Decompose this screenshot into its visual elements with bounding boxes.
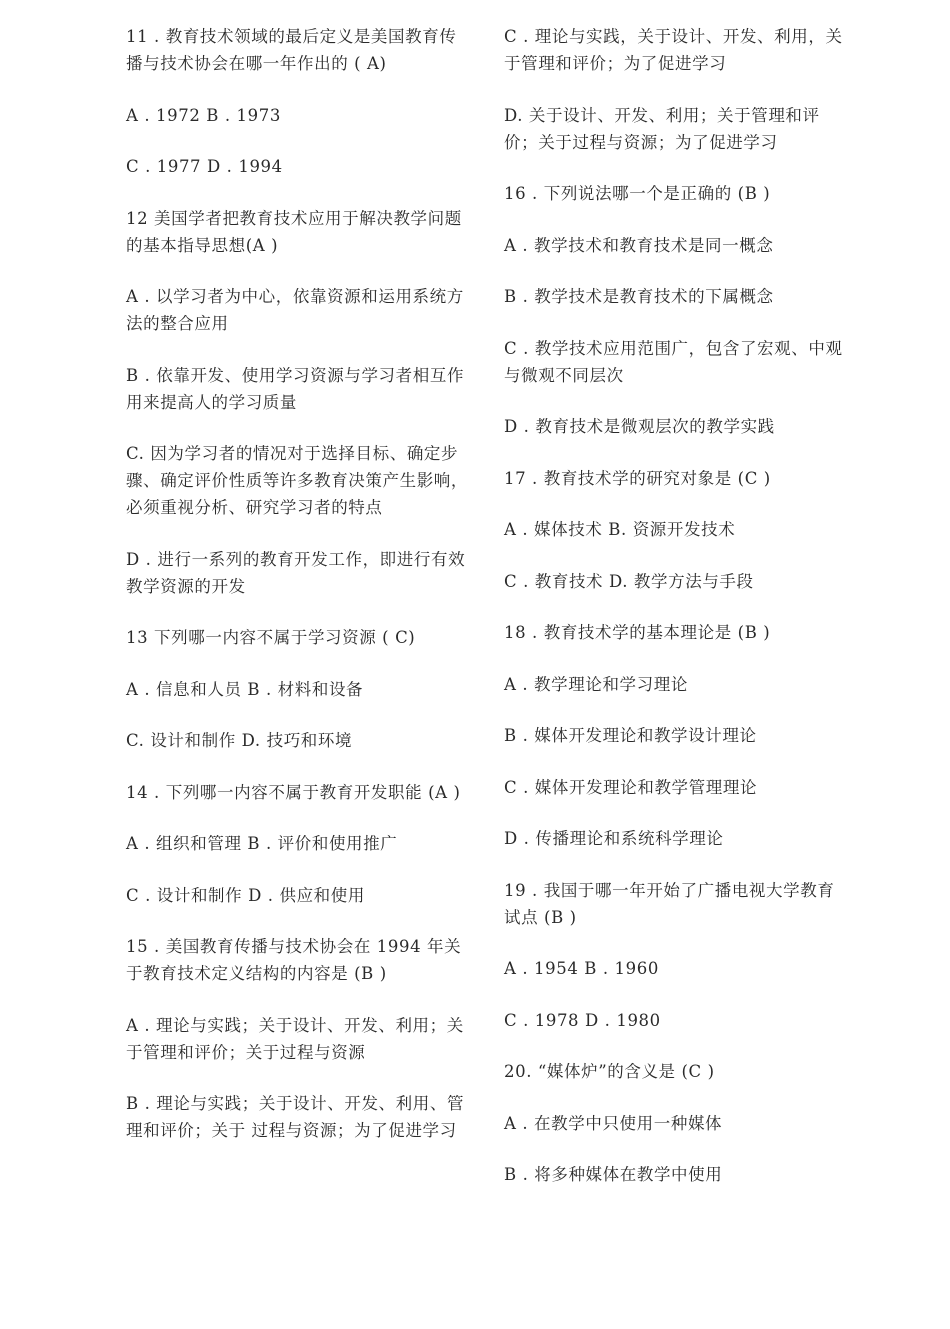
question-11-options-cd: C . 1977 D . 1994 [126, 157, 283, 176]
question-15-stem: 15 . 美国教育传播与技术协会在 1994 年关于教育技术定义结构的内容是 (B ) [126, 937, 462, 983]
question-11-stem: 11 . 教育技术领域的最后定义是美国教育传播与技术协会在哪一年作出的 ( A) [126, 27, 457, 73]
question-15-option-d: D. 关于设计、开发、利用；关于管理和评价；关于过程与资源；为了促进学习 [504, 105, 820, 152]
question-16-option-c: C . 教学技术应用范围广，包含了宏观、中观与微观不同层次 [504, 338, 843, 385]
question-17-options-cd: C . 教育技术 D. 教学方法与手段 [504, 571, 754, 591]
question-16-stem: 16 . 下列说法哪一个是正确的 (B ) [504, 184, 771, 203]
right-column [504, 23, 848, 1213]
question-18-option-a: A . 教学理论和学习理论 [504, 674, 688, 694]
question-15-option-c: C . 理论与实践，关于设计、开发、利用，关于管理和评价；为了促进学习 [504, 27, 843, 73]
question-19-stem: 19 . 我国于哪一年开始了广播电视大学教育试点 (B ) [504, 880, 835, 927]
question-12-option-b: B . 依靠开发、使用学习资源与学习者相互作用来提高人的学习质量 [126, 365, 465, 412]
question-17-stem: 17 . 教育技术学的研究对象是 (C ) [504, 468, 771, 488]
question-12-option-c: C. 因为学习者的情况对于选择目标、确定步骤、确定评价性质等许多教育决策产生影响，必须重视分析、研究学习者的特点 [126, 444, 468, 517]
question-13-options-cd: C. 设计和制作 D. 技巧和环境 [126, 731, 353, 750]
question-18-option-b: B . 媒体开发理论和教学设计理论 [504, 726, 757, 745]
question-19-options-ab: A . 1954 B . 1960 [504, 959, 659, 978]
question-13-stem: 13 下列哪一内容不属于学习资源 ( C) [126, 628, 416, 647]
question-13-options-ab: A . 信息和人员 B . 材料和设备 [126, 679, 364, 699]
question-18-option-c: C . 媒体开发理论和教学管理理论 [504, 777, 758, 797]
question-12-stem: 12 美国学者把教育技术应用于解决教学问题的基本指导思想(A ) [126, 208, 462, 255]
question-20-option-a: A . 在教学中只使用一种媒体 [504, 1113, 723, 1133]
question-12-option-a: A . 以学习者为中心，依靠资源和运用系统方法的整合应用 [126, 287, 464, 333]
question-20-stem: 20. “媒体炉”的含义是 (C ) [504, 1062, 715, 1081]
question-19-options-cd: C . 1978 D . 1980 [504, 1010, 661, 1030]
question-17-options-ab: A . 媒体技术 B. 资源开发技术 [504, 520, 736, 539]
question-18-option-d: D . 传播理论和系统科学理论 [504, 829, 724, 848]
question-20-option-b: B . 将多种媒体在教学中使用 [504, 1165, 723, 1184]
question-14-stem: 14 . 下列哪一内容不属于教育开发职能 (A ) [126, 782, 461, 802]
question-16-option-b: B . 教学技术是教育技术的下属概念 [504, 287, 774, 306]
left-column [126, 23, 468, 1169]
question-16-option-d: D . 教育技术是微观层次的教学实践 [504, 417, 775, 436]
question-15-option-b: B . 理论与实践；关于设计、开发、利用、管理和评价；关于 过程与资源；为了促进学习 [126, 1094, 465, 1140]
question-16-option-a: A . 教学技术和教育技术是同一概念 [504, 235, 774, 255]
question-12-option-d: D . 进行一系列的教育开发工作，即进行有效教学资源的开发 [126, 549, 466, 596]
question-11-options-ab: A . 1972 B . 1973 [126, 105, 281, 125]
question-14-options-ab: A . 组织和管理 B . 评价和使用推广 [126, 834, 398, 853]
question-18-stem: 18 . 教育技术学的基本理论是 (B ) [504, 623, 771, 642]
question-14-options-cd: C . 设计和制作 D . 供应和使用 [126, 885, 365, 905]
question-15-option-a: A . 理论与实践；关于设计、开发、利用；关于管理和评价；关于过程与资源 [126, 1015, 464, 1062]
